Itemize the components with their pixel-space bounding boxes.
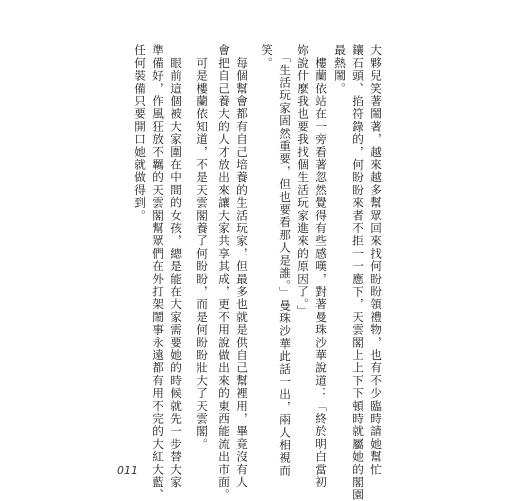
text-column-6: 「生活玩家固然重要，但也要看那人是誰。」曼珠沙華此話一出，兩人相視而 [278,44,292,477]
text-column-12: 準備好，作風狂放不羈的天雲閣幫眾們在外打架鬧事永遠都有用不完的大紅大藍、 [151,44,165,501]
text-column-13: 任何裝備只要開口她就做得到。 [133,44,147,222]
text-column-5: 妳說什麼我也要我找個生活玩家進來的原因了。」 [296,44,310,318]
text-column-9: 會把自己養大的人才放出來讓大家共享其成，更不用說做出來的東西能流出市面。 [217,44,231,501]
text-column-10: 可是樓蘭依知道，不是天雲閣養了何盼盼，而是何盼盼壯大了天雲閣。 [195,44,209,451]
text-column-3: 最熱鬧。 [333,44,347,95]
text-column-11: 眼前這個被大家圍在中間的女孩，總是能在大家需要她的時候就先一步替大家 [169,44,183,489]
text-column-2: 鑲石頭、掐符錄的，何盼盼來者不拒一一應下，天雲閣上上下下頓時就屬她的閣園 [351,44,365,501]
text-column-8: 每個幫會都有自己培養的生活玩家，但最多也就是供自己幫裡用，畢竟沒有人 [235,44,249,489]
page-number: 011 [117,464,138,477]
text-column-4: 樓蘭依站在一旁看著忽然覺得有些感嘆，對著曼珠沙華說道：「終於明白當初 [314,44,328,489]
text-column-1: 大夥兒笑著鬧著，越來越多幫眾回來找何盼盼領禮物，也有不少臨時請她幫忙 [369,44,383,476]
text-column-7: 笑。 [260,44,274,70]
